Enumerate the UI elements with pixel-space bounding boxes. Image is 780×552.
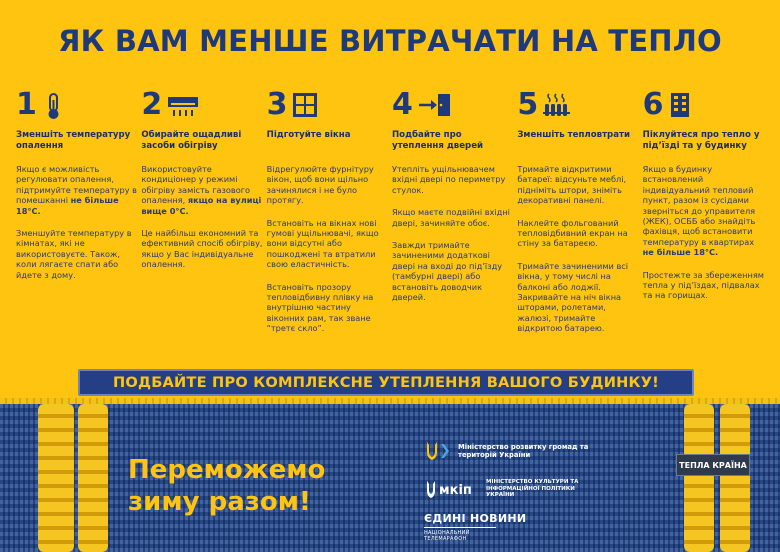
braid-right-1 xyxy=(684,404,714,552)
step-heading: Обирайте ощадливі засоби обігріву xyxy=(141,130,242,151)
step-text: Завжди тримайте зачиненими додаткові двері на вході до під’їзду (тамбурні двері) або встановіть доводчик дверей. xyxy=(391,240,503,303)
braid-left-1 xyxy=(38,404,74,552)
building-icon xyxy=(668,92,694,118)
step-text: Використовуйте кондиціонер у режимі обігріву замість газового опалення, якщо на вулиці вище 0°С. xyxy=(141,164,262,216)
step-text: Тримайте відкритими батареї: відсуньте меблі, підніміть штори, зніміть декоративні панелі. xyxy=(517,164,627,206)
braid-right-2 xyxy=(720,404,750,552)
step-number: 6 xyxy=(642,87,664,122)
ministry-development-logo: Міністерство розвитку громад та територій України xyxy=(424,440,604,462)
step-text: Якщо є можливість регулювати опалення, підтримуйте температуру в помешканні не більше 18°С. xyxy=(16,164,138,216)
call-to-action-banner: ПОДБАЙТЕ ПРО КОМПЛЕКСНЕ УТЕПЛЕННЯ ВАШОГО БУДИНКУ! xyxy=(78,369,694,396)
step-text: Наклейте фольгований тепловідбивний екран на стіну за батареєю. xyxy=(517,217,628,249)
step-text: Якщо в будинку встановлений індивідуальний тепловий пункт, разом із сусідами зверніться до управителя (ЖЕК), ОСББ або знайдіть фахівця, щоб встановити температуру в квартирах не більше 18°С. xyxy=(642,164,756,258)
step-heading: Зменшіть тепловтрати xyxy=(517,130,631,140)
step-number: 5 xyxy=(517,87,539,122)
knit-background xyxy=(0,404,780,552)
step-2 xyxy=(141,88,266,334)
step-text: Тримайте зачиненими всі вікна, у тому числі на балконі або лоджії. Закривайте на ніч вікна шторами, ролетами, жалюзі, тримайте відкритою батарею. xyxy=(517,260,629,334)
step-heading: Підготуйте вікна xyxy=(266,130,351,140)
step-text: Встановіть на вікнах нові гумові ущільнювачі, якщо вони відсутні або пошкоджені та втратили свою еластичність. xyxy=(266,217,379,270)
step-text: Це найбільш економний та ефективний спосіб обігріву, якщо у Вас індивідуальне опалення. xyxy=(141,228,263,270)
page-title: ЯК ВАМ МЕНШЕ ВИТРАЧАТИ НА ТЕПЛО xyxy=(58,24,722,58)
step-text: Встановіть прозору тепловідбивну плівку на внутрішню частину віконних рам, так зване “третє скло”. xyxy=(266,281,374,334)
step-text: Зменшуйте температуру в кімнатах, які не використовуєте. Також, коли лягаєте спати або йдете з дому. xyxy=(16,228,132,280)
step-1 xyxy=(16,88,141,334)
slogan: Переможемо зиму разом! xyxy=(128,455,326,517)
step-4 xyxy=(392,88,517,334)
step-3 xyxy=(267,88,392,334)
step-number: 4 xyxy=(391,87,413,122)
step-text: Якщо маєте подвійні вхідні двері, зачиняйте обоє. xyxy=(391,207,510,228)
step-text: Утепліть ущільнювачем вхідні двері по периметру стулок. xyxy=(391,164,506,195)
svg-text:мкіп: мкіп xyxy=(439,483,472,498)
radiator-icon xyxy=(542,92,572,118)
step-number: 2 xyxy=(141,87,163,122)
tepla-kraina-badge: ТЕПЛА КРАЇНА xyxy=(676,454,750,476)
trident-icon xyxy=(424,440,452,462)
step-number: 1 xyxy=(16,87,37,122)
braid-left-2 xyxy=(78,404,108,552)
step-heading: Піклуйтеся про тепло у під’їзді та у будинку xyxy=(642,130,760,151)
door-enter-icon xyxy=(417,92,451,118)
step-number: 3 xyxy=(266,87,288,122)
partner-logos xyxy=(424,440,604,542)
thermometer-icon xyxy=(41,92,67,118)
steps-grid xyxy=(16,88,768,334)
step-6 xyxy=(643,88,768,334)
step-5 xyxy=(517,88,642,334)
step-text: Простежте за збереженням тепла у під’їздах, підвалах та на горищах. xyxy=(642,269,764,301)
step-heading: Зменшіть температуру опалення xyxy=(16,130,131,151)
mkip-logo-icon xyxy=(424,478,480,500)
step-text: Відрегулюйте фурнітуру вікон, щоб вони щільно зачинялися і не було протягу. xyxy=(266,164,374,206)
united-news-logo: ЄДИНІ НОВИНИ НАЦІОНАЛЬНИЙ ТЕЛЕМАРАФОН xyxy=(424,512,527,542)
window-icon xyxy=(292,92,318,118)
air-conditioner-icon xyxy=(166,92,200,118)
ministry-culture-logo: мкіп МІНІСТЕРСТВО КУЛЬТУРИ ТА ІНФОРМАЦІЙНОЇ ПОЛІТИКИ УКРАЇНИ xyxy=(424,478,604,500)
step-heading: Подбайте про утеплення дверей xyxy=(391,130,484,151)
